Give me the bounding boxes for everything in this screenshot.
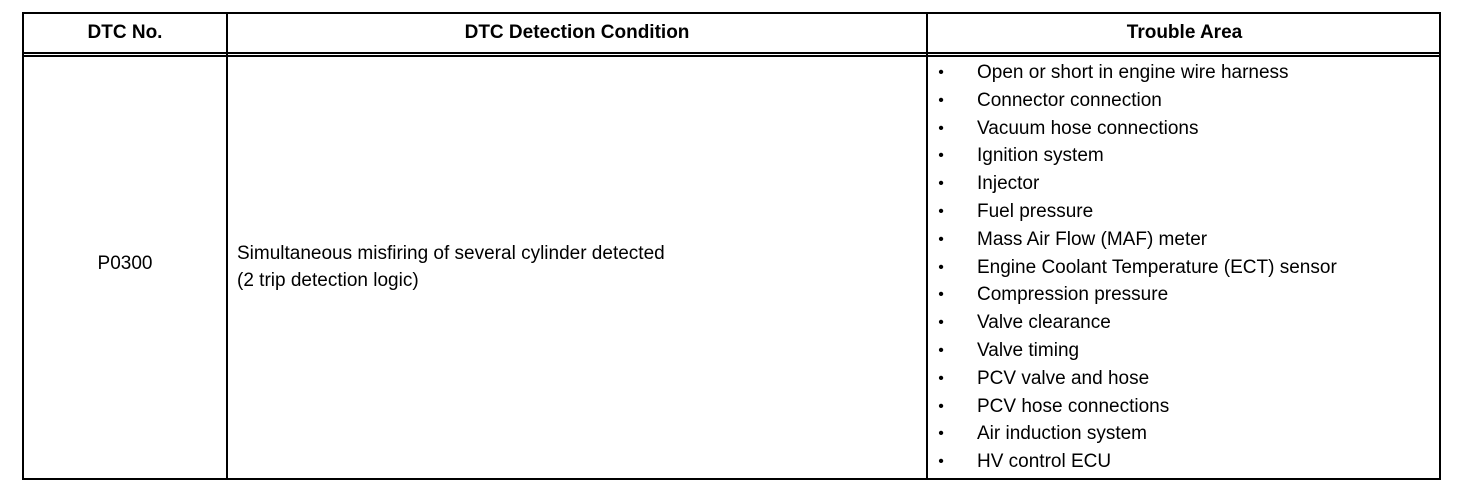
- trouble-item-label: PCV valve and hose: [977, 367, 1150, 389]
- table-row: [24, 57, 1439, 478]
- dtc-table: [22, 12, 1441, 480]
- trouble-item-label: Mass Air Flow (MAF) meter: [977, 228, 1208, 250]
- bullet-icon: •: [938, 64, 944, 81]
- bullet-icon: •: [938, 397, 944, 415]
- bullet-icon: •: [938, 314, 944, 332]
- trouble-item-label: Open or short in engine wire harness: [977, 62, 1289, 83]
- table-header-row: [24, 14, 1439, 57]
- bullet-icon: •: [938, 202, 944, 220]
- trouble-item-label: PCV hose connections: [977, 395, 1170, 417]
- header-trouble-area: Trouble Area: [1126, 22, 1243, 43]
- bullet-icon: •: [938, 91, 944, 109]
- bullet-icon: •: [938, 286, 944, 304]
- trouble-item-label: Compression pressure: [977, 284, 1169, 306]
- trouble-item-label: Injector: [977, 173, 1040, 195]
- detection-condition-cell: [237, 240, 665, 294]
- trouble-item-label: Engine Coolant Temperature (ECT) sensor: [977, 256, 1337, 278]
- bullet-icon: •: [938, 175, 944, 193]
- bullet-icon: •: [938, 425, 944, 443]
- header-detection-condition: DTC Detection Condition: [464, 22, 690, 43]
- bullet-icon: •: [938, 230, 944, 248]
- bullet-icon: •: [938, 147, 944, 165]
- header-dtc-no: DTC No.: [87, 22, 163, 43]
- condition-line: (2 trip detection logic): [237, 270, 419, 291]
- bullet-icon: •: [938, 453, 944, 471]
- trouble-item-label: Air induction system: [977, 423, 1148, 445]
- condition-line: Simultaneous misfiring of several cylinder detected: [237, 243, 665, 264]
- trouble-item-label: Valve clearance: [977, 312, 1111, 334]
- trouble-item-label: HV control ECU: [977, 451, 1112, 473]
- bullet-icon: •: [938, 258, 944, 276]
- trouble-item-label: Vacuum hose connections: [977, 117, 1199, 139]
- trouble-item-label: Ignition system: [977, 145, 1104, 167]
- bullet-icon: •: [938, 369, 944, 387]
- trouble-item-label: Connector connection: [977, 89, 1162, 111]
- bullet-icon: •: [938, 119, 944, 137]
- dtc-code-cell: P0300: [97, 253, 153, 274]
- bullet-icon: •: [938, 341, 944, 359]
- trouble-item-label: Fuel pressure: [977, 200, 1094, 222]
- trouble-item-label: Valve timing: [977, 339, 1080, 361]
